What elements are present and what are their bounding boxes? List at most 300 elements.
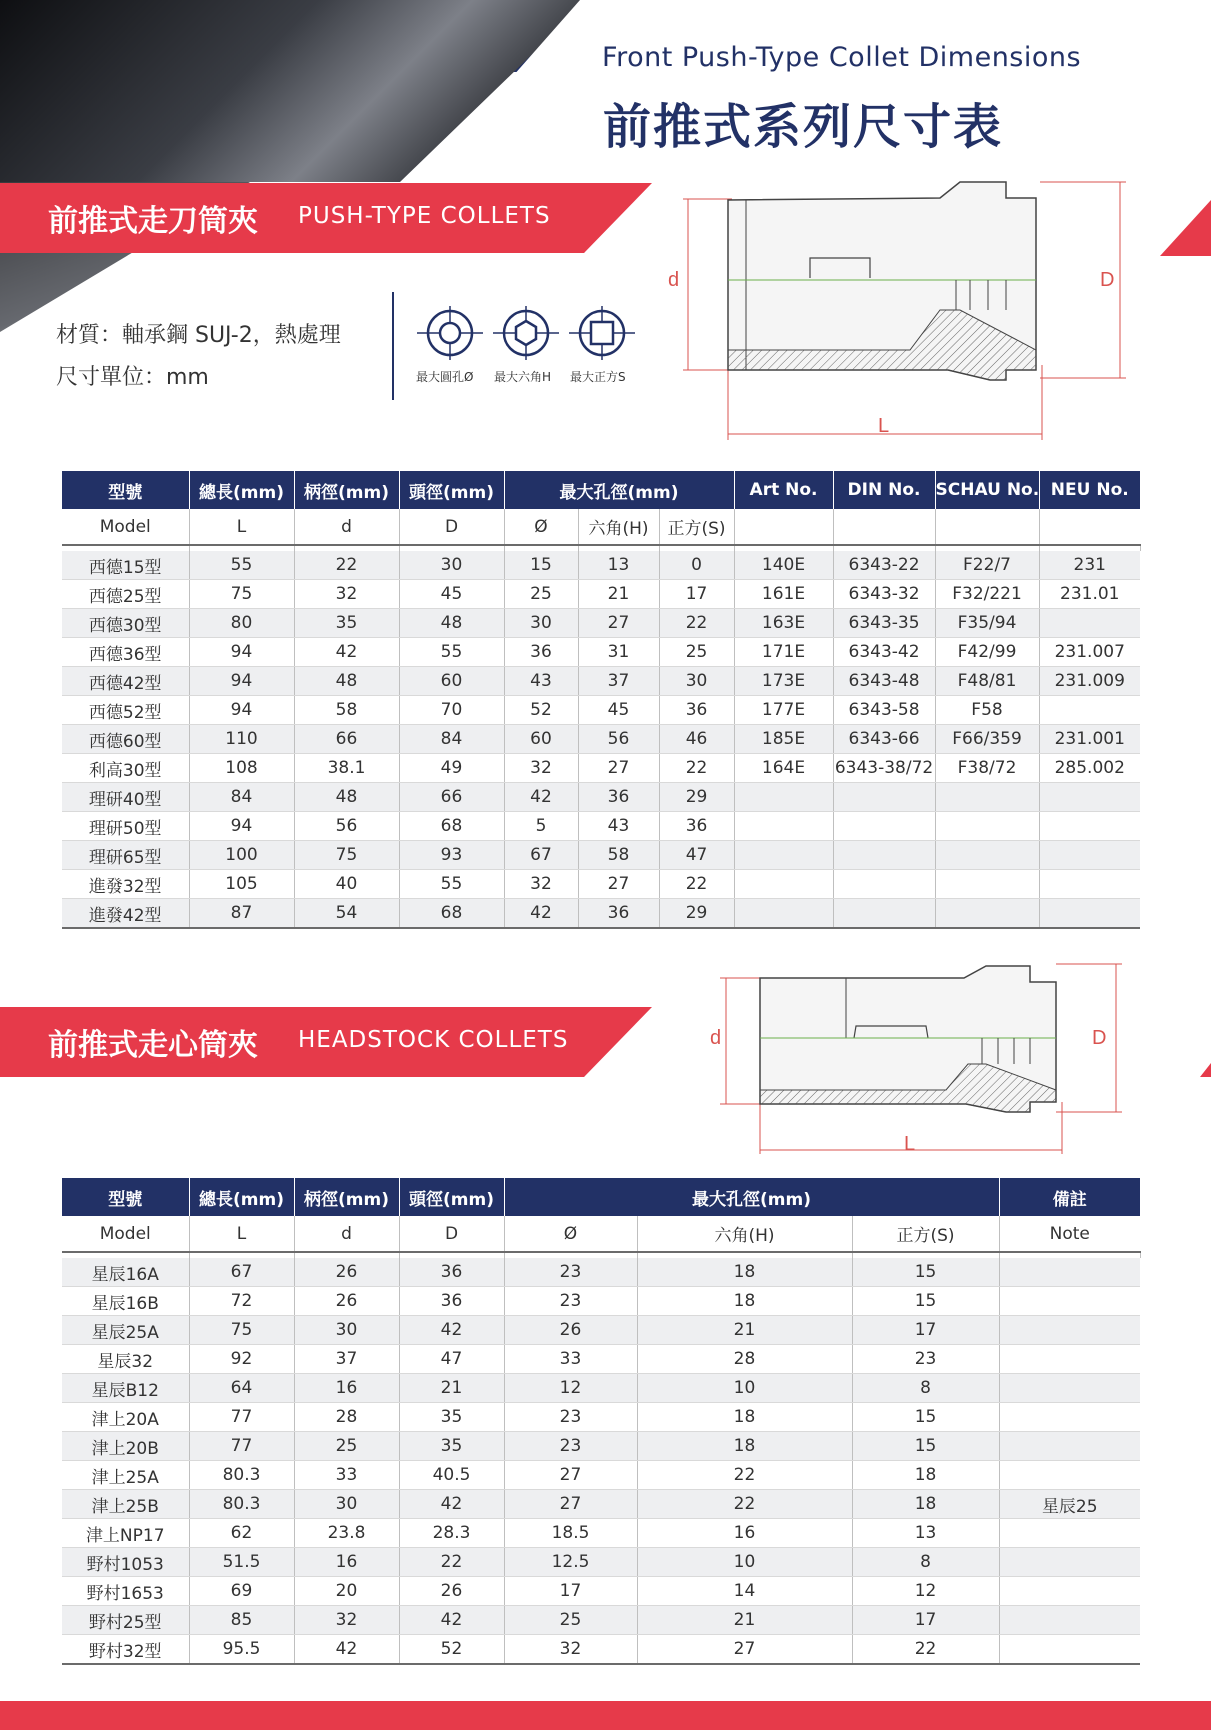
table-cell bbox=[734, 812, 833, 841]
table-cell: 47 bbox=[399, 1345, 504, 1374]
table-cell: 22 bbox=[637, 1490, 852, 1519]
section1-title-en: PUSH-TYPE COLLETS bbox=[298, 203, 551, 229]
diagram2-label-D: D bbox=[1092, 1027, 1107, 1049]
table-cell: 49 bbox=[399, 754, 504, 783]
table-cell: 36 bbox=[399, 1258, 504, 1287]
table-cell bbox=[1039, 899, 1140, 929]
table-cell: 8 bbox=[852, 1374, 999, 1403]
table-cell: 55 bbox=[399, 638, 504, 667]
table-cell: 30 bbox=[294, 1316, 399, 1345]
table-cell: 94 bbox=[189, 667, 294, 696]
round-hole-icon bbox=[417, 306, 483, 360]
table-cell: 52 bbox=[504, 696, 578, 725]
table-cell: 0 bbox=[659, 551, 734, 580]
table-cell: 進發42型 bbox=[62, 899, 189, 929]
table-cell: 6343-66 bbox=[833, 725, 935, 754]
table-cell: 野村25型 bbox=[62, 1606, 189, 1635]
table-cell: 77 bbox=[189, 1403, 294, 1432]
table-cell: 26 bbox=[294, 1258, 399, 1287]
table-cell: 60 bbox=[399, 667, 504, 696]
table-cell: 28 bbox=[637, 1345, 852, 1374]
table-cell bbox=[833, 783, 935, 812]
table-cell: 70 bbox=[399, 696, 504, 725]
subheader-cell: 六角(H) bbox=[578, 509, 659, 545]
diagram1-label-d: d bbox=[668, 269, 680, 291]
table-cell: 42 bbox=[294, 1635, 399, 1665]
table-cell: 西德30型 bbox=[62, 609, 189, 638]
table-cell: 17 bbox=[504, 1577, 637, 1606]
table-cell: 15 bbox=[852, 1258, 999, 1287]
table-cell bbox=[833, 812, 935, 841]
table-cell: 68 bbox=[399, 812, 504, 841]
table-cell bbox=[1039, 696, 1140, 725]
table-cell: 13 bbox=[852, 1519, 999, 1548]
table-cell: 32 bbox=[294, 580, 399, 609]
table-cell: 21 bbox=[578, 580, 659, 609]
table-row bbox=[62, 725, 1140, 754]
table-cell: 45 bbox=[578, 696, 659, 725]
title-english: Front Push-Type Collet Dimensions bbox=[602, 42, 1082, 73]
table-cell: 32 bbox=[504, 870, 578, 899]
title-chinese: 前推式系列尺寸表 bbox=[603, 99, 1004, 155]
table-cell: 36 bbox=[504, 638, 578, 667]
table-cell: 野村32型 bbox=[62, 1635, 189, 1665]
table-cell: 25 bbox=[659, 638, 734, 667]
table-cell: 43 bbox=[504, 667, 578, 696]
table-cell: 西德36型 bbox=[62, 638, 189, 667]
table-cell: 84 bbox=[189, 783, 294, 812]
table-cell: 6343-48 bbox=[833, 667, 935, 696]
push-type-table bbox=[62, 471, 1141, 929]
table-cell bbox=[1039, 812, 1140, 841]
table-cell: F42/99 bbox=[935, 638, 1039, 667]
table-cell: 42 bbox=[504, 899, 578, 929]
table-row bbox=[62, 870, 1140, 899]
table-cell bbox=[999, 1461, 1140, 1490]
table-cell: 星辰25 bbox=[999, 1490, 1140, 1519]
subheader-cell bbox=[833, 509, 935, 545]
table-cell: 15 bbox=[852, 1287, 999, 1316]
table-row bbox=[62, 1635, 1140, 1665]
table-cell: 15 bbox=[852, 1403, 999, 1432]
table-row bbox=[62, 1258, 1140, 1287]
table-cell: 47 bbox=[659, 841, 734, 870]
subheader-cell: Ø bbox=[504, 1216, 637, 1252]
table-cell: F22/7 bbox=[935, 551, 1039, 580]
subheader-cell: Ø bbox=[504, 509, 578, 545]
table-row bbox=[62, 638, 1140, 667]
table-cell bbox=[999, 1548, 1140, 1577]
table-cell: 25 bbox=[504, 1606, 637, 1635]
table-cell: 23 bbox=[504, 1287, 637, 1316]
table-cell: 36 bbox=[399, 1287, 504, 1316]
table-row bbox=[62, 812, 1140, 841]
table-cell: 27 bbox=[578, 870, 659, 899]
table-cell: 27 bbox=[578, 754, 659, 783]
table-cell: 58 bbox=[294, 696, 399, 725]
spec-material: 材質：軸承鋼 SUJ-2，熱處理 bbox=[56, 323, 341, 348]
header-head: 頭徑(mm) bbox=[399, 471, 504, 509]
table-cell: 5 bbox=[504, 812, 578, 841]
table-cell: 21 bbox=[399, 1374, 504, 1403]
table-row bbox=[62, 1606, 1140, 1635]
table-cell: 14 bbox=[637, 1577, 852, 1606]
header-length: 總長(mm) bbox=[189, 1178, 294, 1216]
table-cell: 33 bbox=[294, 1461, 399, 1490]
table-cell: 36 bbox=[659, 696, 734, 725]
table-cell: 40 bbox=[294, 870, 399, 899]
table-cell bbox=[999, 1287, 1140, 1316]
table-cell bbox=[1039, 841, 1140, 870]
table-cell: 37 bbox=[578, 667, 659, 696]
table-cell: 46 bbox=[659, 725, 734, 754]
table-cell: 27 bbox=[637, 1635, 852, 1665]
table-cell: 6343-42 bbox=[833, 638, 935, 667]
spec-unit: 尺寸單位：mm bbox=[56, 365, 209, 390]
hex-hole-icon bbox=[493, 306, 559, 360]
table-cell: 10 bbox=[637, 1374, 852, 1403]
header-length: 總長(mm) bbox=[189, 471, 294, 509]
header-art-no: Art No. bbox=[734, 471, 833, 509]
table-cell: 45 bbox=[399, 580, 504, 609]
table-cell: 42 bbox=[399, 1316, 504, 1345]
diagram2-label-d: d bbox=[710, 1027, 722, 1049]
table-cell bbox=[833, 841, 935, 870]
table-cell: 18 bbox=[637, 1403, 852, 1432]
table-row bbox=[62, 667, 1140, 696]
table-cell: 6343-22 bbox=[833, 551, 935, 580]
table-cell: 23 bbox=[504, 1258, 637, 1287]
side-accent-mid bbox=[1200, 1063, 1211, 1077]
table-cell: 23 bbox=[504, 1432, 637, 1461]
section2-title-zh: 前推式走心筒夾 bbox=[48, 1028, 258, 1063]
table-cell bbox=[999, 1606, 1140, 1635]
table-cell: F35/94 bbox=[935, 609, 1039, 638]
table-cell: 6343-38/72 bbox=[833, 754, 935, 783]
table-cell: 18 bbox=[637, 1432, 852, 1461]
table-cell: 48 bbox=[399, 609, 504, 638]
table-cell bbox=[999, 1374, 1140, 1403]
table-cell: 26 bbox=[399, 1577, 504, 1606]
table-cell: 92 bbox=[189, 1345, 294, 1374]
table-cell: 40.5 bbox=[399, 1461, 504, 1490]
table-cell: 12.5 bbox=[504, 1548, 637, 1577]
header-max-bore: 最大孔徑(mm) bbox=[504, 1178, 999, 1216]
table-cell: 星辰16B bbox=[62, 1287, 189, 1316]
diagram2-label-L: L bbox=[904, 1133, 916, 1155]
table-cell: 68 bbox=[399, 899, 504, 929]
table-cell: 33 bbox=[504, 1345, 637, 1374]
table-cell: 28 bbox=[294, 1403, 399, 1432]
table-cell bbox=[999, 1635, 1140, 1665]
table-cell: 西德42型 bbox=[62, 667, 189, 696]
header-shank: 柄徑(mm) bbox=[294, 471, 399, 509]
table-cell: 77 bbox=[189, 1432, 294, 1461]
table-cell: 140E bbox=[734, 551, 833, 580]
header-model: 型號 bbox=[62, 471, 189, 509]
header-max-bore: 最大孔徑(mm) bbox=[504, 471, 734, 509]
table-cell: 30 bbox=[659, 667, 734, 696]
subheader-cell: Model bbox=[62, 1216, 189, 1252]
table-cell: 173E bbox=[734, 667, 833, 696]
table-cell: 32 bbox=[294, 1606, 399, 1635]
table-cell: 6343-35 bbox=[833, 609, 935, 638]
table-cell: 野村1653 bbox=[62, 1577, 189, 1606]
header-din-no: DIN No. bbox=[833, 471, 935, 509]
table-cell: 54 bbox=[294, 899, 399, 929]
table-cell: 37 bbox=[294, 1345, 399, 1374]
table-cell: 95.5 bbox=[189, 1635, 294, 1665]
table-cell: 30 bbox=[399, 551, 504, 580]
table-cell: 177E bbox=[734, 696, 833, 725]
table-cell: 36 bbox=[578, 899, 659, 929]
table-cell: 22 bbox=[637, 1461, 852, 1490]
table-cell: 60 bbox=[504, 725, 578, 754]
header-model: 型號 bbox=[62, 1178, 189, 1216]
table-row bbox=[62, 783, 1140, 812]
table-cell: 17 bbox=[852, 1316, 999, 1345]
table-cell: 67 bbox=[189, 1258, 294, 1287]
table-cell: 32 bbox=[504, 1635, 637, 1665]
square-hole-label: 最大正方S bbox=[570, 370, 626, 384]
table-cell: 津上25B bbox=[62, 1490, 189, 1519]
table-cell: 西德15型 bbox=[62, 551, 189, 580]
table-cell: 17 bbox=[852, 1606, 999, 1635]
table-cell: 75 bbox=[294, 841, 399, 870]
table-cell: 16 bbox=[294, 1374, 399, 1403]
table-cell: 36 bbox=[659, 812, 734, 841]
subheader-cell: 六角(H) bbox=[637, 1216, 852, 1252]
table-cell: 94 bbox=[189, 696, 294, 725]
table-cell: 理研65型 bbox=[62, 841, 189, 870]
footer-band bbox=[0, 1701, 1211, 1730]
table-cell: 12 bbox=[504, 1374, 637, 1403]
subheader-cell bbox=[734, 509, 833, 545]
table-cell: 22 bbox=[659, 609, 734, 638]
table-cell: 42 bbox=[399, 1606, 504, 1635]
table-cell: 56 bbox=[294, 812, 399, 841]
table-cell: 30 bbox=[294, 1490, 399, 1519]
table-row bbox=[62, 609, 1140, 638]
table-cell bbox=[734, 783, 833, 812]
table-row bbox=[62, 1432, 1140, 1461]
section1-title-zh: 前推式走刀筒夾 bbox=[48, 204, 258, 239]
table-cell: 35 bbox=[294, 609, 399, 638]
table-cell: 27 bbox=[504, 1461, 637, 1490]
table-cell bbox=[734, 841, 833, 870]
subheader-cell: 正方(S) bbox=[659, 509, 734, 545]
subheader-cell: 正方(S) bbox=[852, 1216, 999, 1252]
table-row bbox=[62, 1345, 1140, 1374]
table-cell: F32/221 bbox=[935, 580, 1039, 609]
table-cell: 27 bbox=[504, 1490, 637, 1519]
table-cell bbox=[935, 841, 1039, 870]
table-cell bbox=[999, 1577, 1140, 1606]
table-row bbox=[62, 580, 1140, 609]
square-hole-icon bbox=[569, 306, 635, 360]
round-hole-label: 最大圓孔Ø bbox=[416, 370, 474, 384]
table-cell bbox=[935, 899, 1039, 929]
table-cell: 進發32型 bbox=[62, 870, 189, 899]
subheader-cell bbox=[935, 509, 1039, 545]
table-cell: 80.3 bbox=[189, 1461, 294, 1490]
table-cell: 93 bbox=[399, 841, 504, 870]
table-cell: 15 bbox=[504, 551, 578, 580]
header-neu-no: NEU No. bbox=[1039, 471, 1140, 509]
diagram1-label-D: D bbox=[1100, 269, 1115, 291]
table-cell: 231.01 bbox=[1039, 580, 1140, 609]
table-cell: F58 bbox=[935, 696, 1039, 725]
table-cell: 35 bbox=[399, 1432, 504, 1461]
table-cell: 67 bbox=[504, 841, 578, 870]
table-cell: 西德25型 bbox=[62, 580, 189, 609]
table-row bbox=[62, 1548, 1140, 1577]
table-cell bbox=[935, 783, 1039, 812]
table-cell: 27 bbox=[578, 609, 659, 638]
table-cell: 56 bbox=[578, 725, 659, 754]
table-cell: 星辰25A bbox=[62, 1316, 189, 1345]
table-row bbox=[62, 1519, 1140, 1548]
table-cell: 29 bbox=[659, 899, 734, 929]
table-cell: 32 bbox=[504, 754, 578, 783]
table-cell: 231.001 bbox=[1039, 725, 1140, 754]
subheader-cell: d bbox=[294, 1216, 399, 1252]
table-cell: 105 bbox=[189, 870, 294, 899]
table-cell: 22 bbox=[294, 551, 399, 580]
table-cell: 110 bbox=[189, 725, 294, 754]
table-cell: 38.1 bbox=[294, 754, 399, 783]
table-cell: 36 bbox=[578, 783, 659, 812]
table-cell: 17 bbox=[659, 580, 734, 609]
table-cell: 28.3 bbox=[399, 1519, 504, 1548]
table-cell: 80 bbox=[189, 609, 294, 638]
table-cell: 津上20B bbox=[62, 1432, 189, 1461]
table-row bbox=[62, 1490, 1140, 1519]
table-cell bbox=[999, 1432, 1140, 1461]
subheader-cell: D bbox=[399, 509, 504, 545]
table-cell bbox=[734, 870, 833, 899]
table-cell: 75 bbox=[189, 1316, 294, 1345]
table-cell: 66 bbox=[399, 783, 504, 812]
table-cell: 72 bbox=[189, 1287, 294, 1316]
subheader-cell: Note bbox=[999, 1216, 1140, 1252]
table-cell: 69 bbox=[189, 1577, 294, 1606]
subheader-cell: D bbox=[399, 1216, 504, 1252]
table-cell: 55 bbox=[189, 551, 294, 580]
table-cell: 津上25A bbox=[62, 1461, 189, 1490]
table-row bbox=[62, 1577, 1140, 1606]
table-cell: 42 bbox=[294, 638, 399, 667]
table-cell: 16 bbox=[637, 1519, 852, 1548]
table-row bbox=[62, 1374, 1140, 1403]
table-cell: 23.8 bbox=[294, 1519, 399, 1548]
table-cell: 87 bbox=[189, 899, 294, 929]
table-cell: 利高30型 bbox=[62, 754, 189, 783]
table-row bbox=[62, 754, 1140, 783]
table-cell: 58 bbox=[578, 841, 659, 870]
table-cell: 62 bbox=[189, 1519, 294, 1548]
table-cell: 100 bbox=[189, 841, 294, 870]
table-cell: 6343-32 bbox=[833, 580, 935, 609]
table-cell: 21 bbox=[637, 1316, 852, 1345]
table-cell bbox=[999, 1345, 1140, 1374]
table-cell: 80.3 bbox=[189, 1490, 294, 1519]
header-schau-no: SCHAU No. bbox=[935, 471, 1039, 509]
table-cell: 35 bbox=[399, 1403, 504, 1432]
table-cell: F48/81 bbox=[935, 667, 1039, 696]
table-cell: 津上20A bbox=[62, 1403, 189, 1432]
table-cell: 18 bbox=[637, 1287, 852, 1316]
table-cell: 22 bbox=[399, 1548, 504, 1577]
table-cell: 26 bbox=[294, 1287, 399, 1316]
table-row bbox=[62, 1287, 1140, 1316]
table-cell: 21 bbox=[637, 1606, 852, 1635]
collet-diagram-2 bbox=[706, 964, 1136, 1164]
table-cell: 231.007 bbox=[1039, 638, 1140, 667]
table-cell: 星辰B12 bbox=[62, 1374, 189, 1403]
table-cell: 161E bbox=[734, 580, 833, 609]
table-row bbox=[62, 1461, 1140, 1490]
table-cell bbox=[999, 1403, 1140, 1432]
table-cell: 18 bbox=[637, 1258, 852, 1287]
table-cell: 64 bbox=[189, 1374, 294, 1403]
table-cell: 85 bbox=[189, 1606, 294, 1635]
table-cell bbox=[999, 1519, 1140, 1548]
subheader-cell: L bbox=[189, 1216, 294, 1252]
table-cell: 6343-58 bbox=[833, 696, 935, 725]
table-cell: 94 bbox=[189, 812, 294, 841]
table-row bbox=[62, 696, 1140, 725]
table-cell bbox=[999, 1258, 1140, 1287]
table-cell: 12 bbox=[852, 1577, 999, 1606]
table-cell: 西德60型 bbox=[62, 725, 189, 754]
table-cell: 30 bbox=[504, 609, 578, 638]
diagram1-label-L: L bbox=[878, 415, 890, 437]
table-cell: 星辰16A bbox=[62, 1258, 189, 1287]
table-cell: 185E bbox=[734, 725, 833, 754]
table-cell: 43 bbox=[578, 812, 659, 841]
table-cell bbox=[935, 812, 1039, 841]
section2-title-en: HEADSTOCK COLLETS bbox=[298, 1027, 569, 1053]
table-cell: 18 bbox=[852, 1461, 999, 1490]
table-cell: 津上NP17 bbox=[62, 1519, 189, 1548]
table-cell: 231.009 bbox=[1039, 667, 1140, 696]
table-cell bbox=[935, 870, 1039, 899]
table-cell bbox=[1039, 870, 1140, 899]
subheader-cell: L bbox=[189, 509, 294, 545]
header-shank: 柄徑(mm) bbox=[294, 1178, 399, 1216]
table-cell: 51.5 bbox=[189, 1548, 294, 1577]
table-cell: 26 bbox=[504, 1316, 637, 1345]
table-cell: 231 bbox=[1039, 551, 1140, 580]
table-cell bbox=[1039, 609, 1140, 638]
table-cell: F38/72 bbox=[935, 754, 1039, 783]
table-cell: 75 bbox=[189, 580, 294, 609]
table-cell: 52 bbox=[399, 1635, 504, 1665]
table-cell: 理研40型 bbox=[62, 783, 189, 812]
table-cell: 66 bbox=[294, 725, 399, 754]
subheader-cell bbox=[1039, 509, 1140, 545]
table-cell: 西德52型 bbox=[62, 696, 189, 725]
table-cell: 94 bbox=[189, 638, 294, 667]
table-row bbox=[62, 899, 1140, 929]
table-cell: 16 bbox=[294, 1548, 399, 1577]
table-cell: 20 bbox=[294, 1577, 399, 1606]
table-cell: 29 bbox=[659, 783, 734, 812]
table-cell: 25 bbox=[294, 1432, 399, 1461]
table-cell: 23 bbox=[852, 1345, 999, 1374]
table-cell: 8 bbox=[852, 1548, 999, 1577]
